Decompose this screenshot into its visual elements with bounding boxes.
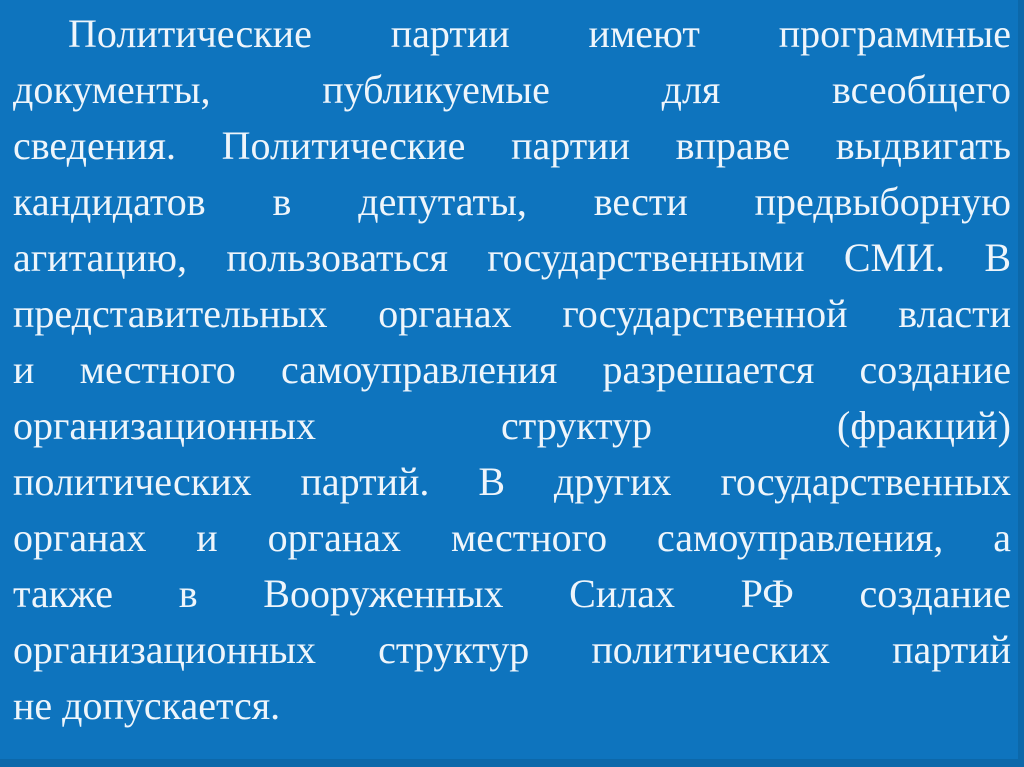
paragraph-line: политических партий. В других государственных (13, 459, 1011, 504)
paragraph-line: не допускается. (13, 683, 281, 728)
paragraph-line: и местного самоуправления разрешается создание (13, 347, 1011, 392)
slide-body-text (13, 6, 1011, 734)
paragraph-line: организационных структур (фракций) (13, 403, 1011, 448)
paragraph-line: документы, публикуемые для всеобщего (13, 67, 1011, 112)
paragraph-line: органах и органах местного самоуправления, а (13, 515, 1011, 560)
paragraph-line: сведения. Политические партии вправе выдвигать (13, 123, 1011, 168)
paragraph-line: также в Вооруженных Силах РФ создание (13, 571, 1011, 616)
paragraph-line: Политические партии имеют программные (68, 11, 1011, 56)
paragraph-line: организационных структур политических партий (13, 627, 1011, 672)
paragraph-line: агитацию, пользоваться государственными СМИ. В (13, 235, 1011, 280)
paragraph-line: представительных органах государственной власти (13, 291, 1011, 336)
paragraph-line: кандидатов в депутаты, вести предвыборную (13, 179, 1011, 224)
